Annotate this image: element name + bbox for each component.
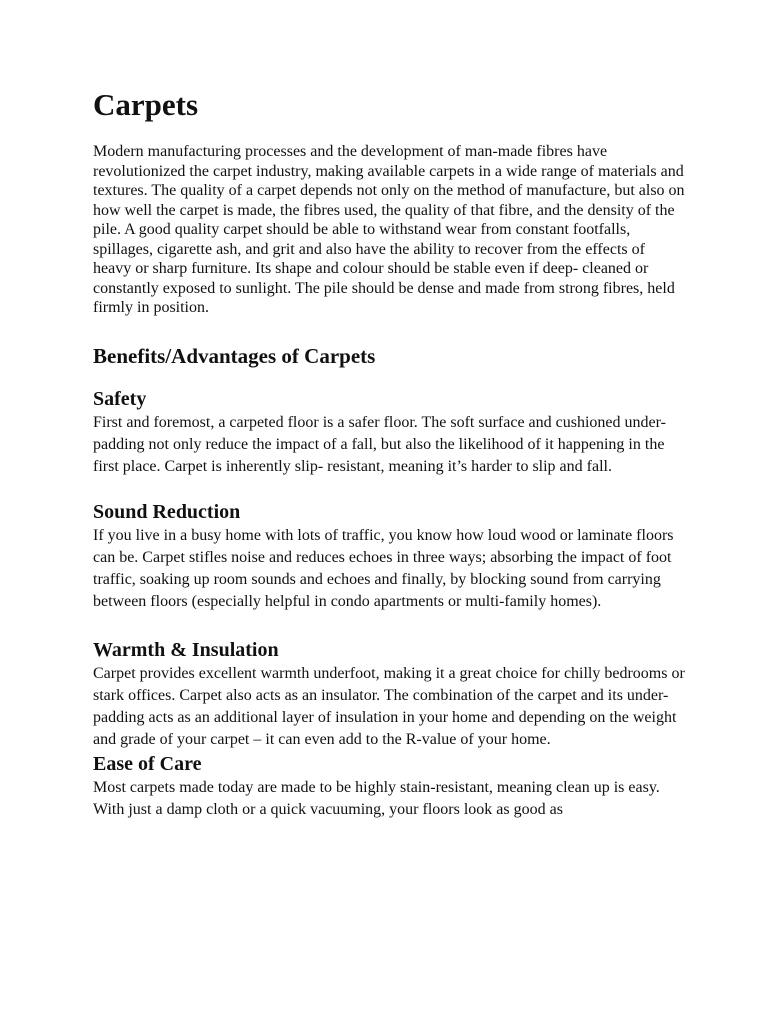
page-title: Carpets: [93, 87, 199, 122]
section-heading: Sound Reduction: [93, 500, 241, 523]
section-safety: [93, 386, 687, 478]
section-heading: Warmth & Insulation: [93, 638, 279, 661]
section-body: If you live in a busy home with lots of traffic, you know how loud wood or laminate floors can be. Carpet stifles noise and reduces echoes in three ways; absorbing the impact of foot traffic, soaking up room sounds and echoes and finally, by blocking sound from carrying between floors (especially helpful in condo apartments or multi-family homes).: [93, 526, 674, 610]
section-ease-of-care: [93, 751, 687, 821]
section-sound-reduction: [93, 499, 687, 613]
intro-paragraph: Modern manufacturing processes and the development of man-made fibres have revolutionized the carpet industry, making available carpets in a wide range of materials and textures. The quality of a carpet depends not only on the method of manufacture, but also on how well the carpet is made, the fibres used, the quality of that fibre, and the density of the pile. A good quality carpet should be able to withstand wear from constant footfalls, spillages, cigarette ash, and grit and also have the ability to recover from the effects of heavy or sharp furniture. Its shape and colour should be stable even if deep- cleaned or constantly exposed to sunlight. The pile should be dense and made from strong fibres, held firmly in position.: [93, 143, 685, 316]
section-warmth-insulation: [93, 637, 687, 751]
section-body: Carpet provides excellent warmth underfoot, making it a great choice for chilly bedrooms or stark offices. Carpet also acts as an insulator. The combination of the carpet and its under-padding acts as an additional layer of insulation in your home and depending on the weight and grade of your carpet – it can even add to the R-value of your home.: [93, 664, 685, 748]
benefits-heading: Benefits/Advantages of Carpets: [93, 343, 376, 368]
document-content: [93, 84, 687, 821]
section-body: Most carpets made today are made to be highly stain-resistant, meaning clean up is easy. With just a damp cloth or a quick vacuuming, your floors look as good as: [93, 778, 660, 818]
section-body: First and foremost, a carpeted floor is a safer floor. The soft surface and cushioned under-padding not only reduce the impact of a fall, but also the likelihood of it happening in the first place. Carpet is inherently slip- resistant, meaning it’s harder to slip and fall.: [93, 413, 666, 475]
section-heading: Safety: [93, 387, 147, 410]
section-heading: Ease of Care: [93, 752, 202, 775]
